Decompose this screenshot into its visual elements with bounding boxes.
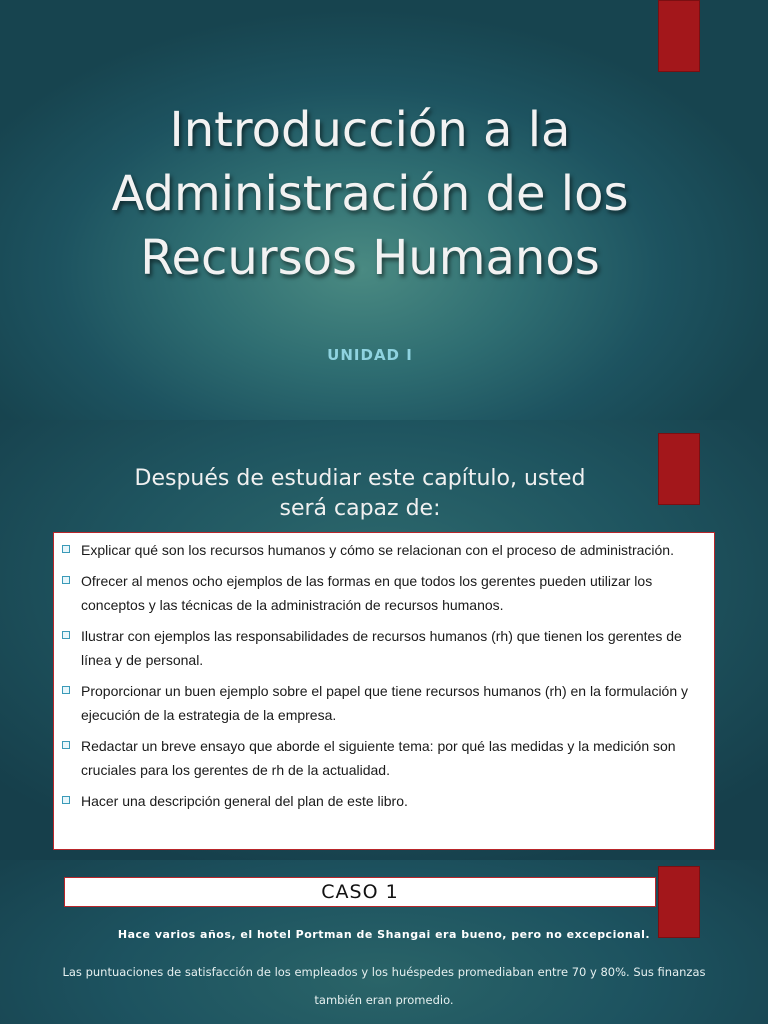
page-title bbox=[30, 98, 710, 290]
objective-text: Ofrecer al menos ocho ejemplos de las formas en que todos los gerentes pueden utilizar los conceptos y las técnicas de la administración de recursos humanos. bbox=[81, 573, 653, 613]
unit-subtitle: UNIDAD I bbox=[327, 346, 413, 364]
title-slide bbox=[0, 0, 768, 420]
heading-line: Después de estudiar este capítulo, usted bbox=[134, 466, 586, 491]
slide-accent-tab bbox=[658, 433, 700, 505]
objective-text: Redactar un breve ensayo que aborde el siguiente tema: por qué las medidas y la medición son cruciales para los gerentes de rh de la actualidad. bbox=[81, 738, 676, 778]
case-slide bbox=[0, 860, 768, 1024]
objectives-slide bbox=[0, 420, 768, 860]
heading-line: será capaz de: bbox=[279, 496, 441, 521]
body-line: también eran promedio. bbox=[314, 993, 454, 1007]
square-bullet-icon bbox=[62, 741, 70, 749]
square-bullet-icon bbox=[62, 631, 70, 639]
square-bullet-icon bbox=[62, 576, 70, 584]
objectives-list bbox=[53, 532, 715, 850]
list-item bbox=[62, 679, 702, 727]
list-item bbox=[62, 624, 702, 672]
case-heading: CASO 1 bbox=[64, 877, 656, 907]
body-line: Las puntuaciones de satisfacción de los empleados y los huéspedes promediaban entre 70 y 80%. Sus finanzas bbox=[62, 965, 706, 979]
square-bullet-icon bbox=[62, 686, 70, 694]
square-bullet-icon bbox=[62, 796, 70, 804]
case-body-text bbox=[30, 958, 738, 1014]
title-line: Introducción a la bbox=[169, 102, 571, 158]
objective-text: Proporcionar un buen ejemplo sobre el papel que tiene recursos humanos (rh) en la formulación y ejecución de la estrategia de la empresa. bbox=[81, 683, 689, 723]
objective-text: Hacer una descripción general del plan de este libro. bbox=[81, 793, 408, 809]
title-line: Administración de los bbox=[111, 166, 629, 222]
objective-text: Ilustrar con ejemplos las responsabilidades de recursos humanos (rh) que tienen los gerentes de línea y de personal. bbox=[81, 628, 682, 668]
list-item bbox=[62, 538, 702, 562]
objective-text: Explicar qué son los recursos humanos y cómo se relacionan con el proceso de administración. bbox=[81, 542, 674, 558]
square-bullet-icon bbox=[62, 545, 70, 553]
title-line: Recursos Humanos bbox=[140, 230, 600, 286]
case-intro-text: Hace varios años, el hotel Portman de Shangai era bueno, pero no excepcional. bbox=[117, 928, 651, 941]
slide-accent-tab bbox=[658, 0, 700, 72]
list-item bbox=[62, 789, 702, 813]
list-item bbox=[62, 734, 702, 782]
objectives-heading bbox=[60, 464, 660, 524]
list-item bbox=[62, 569, 702, 617]
